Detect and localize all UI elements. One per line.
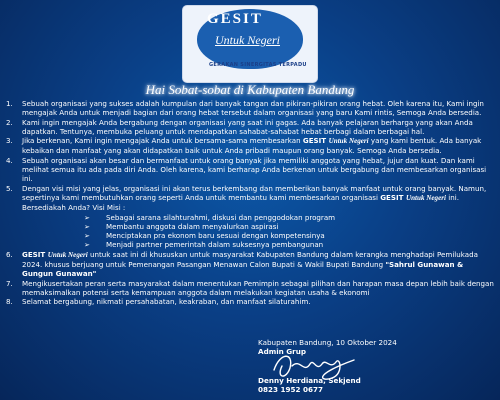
item-text-pre: Dengan visi misi yang jelas, organisasi ini akan terus berkembang dan memberikan banyak manfaat untuk orang banyak. Namun, sepertinya kami membutuhkan orang seperti Anda untuk membantu kami membesarkan organisasi <box>22 183 487 202</box>
gesit-logo <box>183 6 317 82</box>
visi-misi-item <box>6 213 494 222</box>
place-date: Kabupaten Bandung, 10 Oktober 2024 <box>258 338 397 347</box>
item-number: 2. <box>6 117 13 127</box>
item-text <box>22 184 494 213</box>
list-item <box>6 156 494 184</box>
item-number: 5. <box>6 183 13 193</box>
signer-role: Admin Grup <box>258 347 306 356</box>
list-item <box>6 279 494 298</box>
logo-emblem <box>197 9 303 69</box>
brand-text: GESIT <box>380 192 404 202</box>
item-text: Selamat bergabung, nikmati persahabatan, keakraban, dan manfaat silaturahim. <box>22 297 311 307</box>
item-number: 7. <box>6 278 13 288</box>
logo-ring-text: GERAKAN SINERGITAS TERPADU <box>209 62 307 68</box>
item-number: 1. <box>6 99 13 108</box>
brand-subtitle: Untuk Negeri <box>405 193 446 202</box>
page-heading: Hai Sobat-sobat di Kabupaten Bandung <box>145 82 355 97</box>
item-text <box>22 250 494 279</box>
visi-misi-text: Sebagai sarana silahturahmi, diskusi dan penggodokan program <box>106 212 336 222</box>
item-number: 6. <box>6 249 13 259</box>
list-item <box>6 297 494 306</box>
item-text-pre: Jika berkenan, Kami ingin mengajak Anda untuk bersama-sama membesarkan <box>22 136 301 146</box>
item-text: Sebuah organisasi akan besar dan bermanfaat untuk orang banyak jika memiliki anggota yang hebat, jujur dan kuat. Dan kami melihat semua itu ada pada diri Anda. Oleh karena, kami berharap Anda berkenan untuk bergabung dan membesarkan organisasi ini. <box>22 155 487 184</box>
list-item <box>6 184 494 213</box>
signature-block <box>258 338 397 394</box>
signer-name: Denny Herdiana, Sekjend <box>258 376 361 385</box>
arrow-icon: ➢ <box>84 221 90 231</box>
brand-text: GESIT <box>22 249 46 259</box>
logo-brand-text: GESIT <box>207 11 263 27</box>
arrow-icon: ➢ <box>84 231 90 241</box>
list-item <box>6 136 494 156</box>
item-text-post: untuk saat ini di khususkan untuk masyarakat Kabupaten Bandung dalam kerangka menghadapi Pemilukada 2024. khusus berjuang untuk Pemenangan Pasangan Menawan Calon Bupati & Wakil Bupati Bandung <box>22 249 478 270</box>
candidate-names: "Sahrul Gunawan & Gungun Gunawan" <box>22 260 464 279</box>
item-text: Kami ingin mengajak Anda bergabung dengan organisasi yang saat ini gagas. Ada banyak pelajaran berharga yang akan Anda dapatkan. Tentunya, membuka peluang untuk mendapatkan sahabat-sahabat hebat berbagi dalam berbagai hal. <box>22 117 473 136</box>
brand-subtitle: Untuk Negeri <box>328 137 369 146</box>
brand-name <box>303 136 369 145</box>
brand-subtitle: Untuk Negeri <box>47 250 88 259</box>
visi-misi-item <box>6 240 494 249</box>
visi-misi-text: Menciptakan pra ekonom baru sesuai dengan kompetensinya <box>106 231 325 241</box>
item-number: 8. <box>6 297 13 307</box>
signer-phone: 0823 1952 0677 <box>258 385 324 394</box>
visi-misi-text: Membantu anggota dalam menyalurkan aspirasi <box>106 221 279 231</box>
item-number: 4. <box>6 155 13 165</box>
visi-misi-item <box>6 231 494 240</box>
list-item <box>6 250 494 279</box>
item-text-post: yang kami bentuk. Ada banyak kebaikan dan manfaat yang akan didapatkan baik untuk Anda pribadi maupun orang banyak. Semoga Anda bersedia. <box>22 136 482 156</box>
visi-misi-item <box>6 222 494 231</box>
item-text <box>22 136 494 156</box>
list-item <box>6 118 494 137</box>
item-number: 3. <box>6 136 13 146</box>
announcement-body <box>6 99 494 307</box>
arrow-icon: ➢ <box>84 212 90 222</box>
visi-misi-text: Menjadi partner pemerintah dalam suksesnya pembangunan <box>106 240 324 250</box>
list-item <box>6 99 494 118</box>
brand-name <box>22 250 88 259</box>
logo-subtitle: Untuk Negeri <box>215 33 280 47</box>
item-text-post: ini. Bersediakah Anda? Visi Misi : <box>22 192 459 213</box>
item-text: Sebuah organisasi yang sukses adalah kumpulan dari banyak tangan dan pikiran-pikiran orang hebat. Oleh karena itu, Kami ingin mengajak Anda untuk menjadi bagian dari orang hebat tersebut dalam organisasi yang baru Kami rintis, Semoga Anda bersedia. <box>22 99 484 118</box>
arrow-icon: ➢ <box>84 240 90 250</box>
brand-name <box>380 193 446 202</box>
brand-text: GESIT <box>302 136 327 146</box>
item-text: Mengikusertakan peran serta masyarakat dalam menentukan Pemimpin sebagai pilihan dan harapan masa depan lebih baik dengan memaksimalkan potensi serta kemampuan anggota dalam melakukan kegiatan usaha & ekonomi <box>22 278 494 297</box>
